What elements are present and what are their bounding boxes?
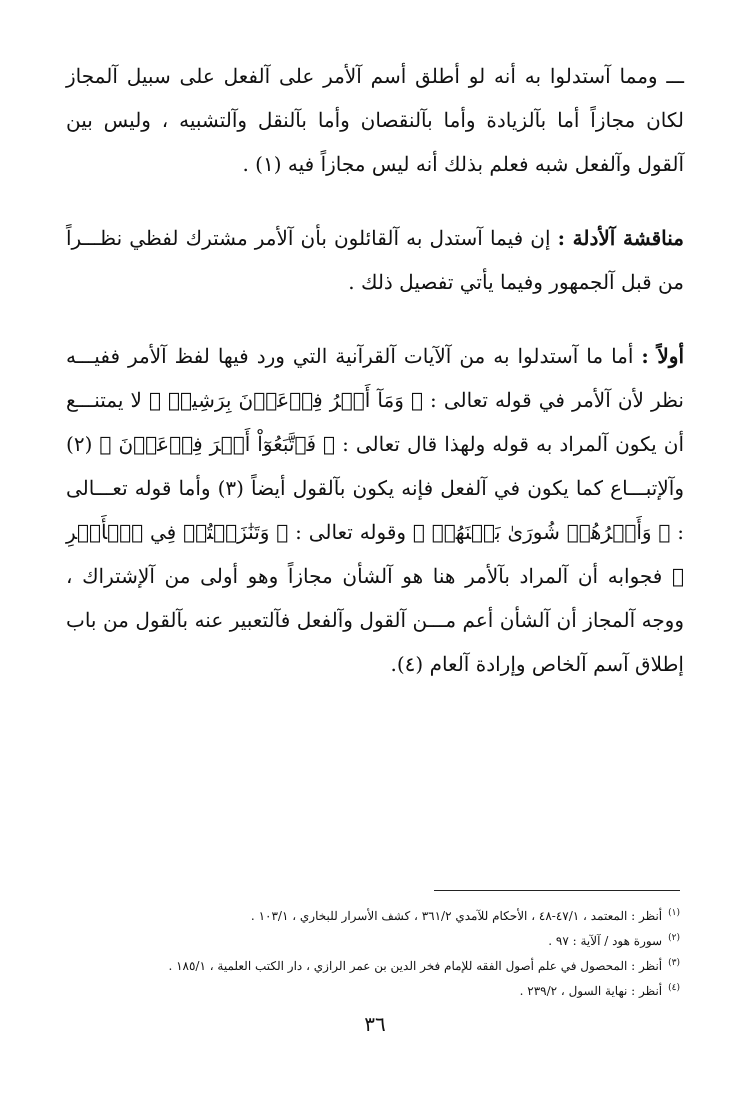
footnote-text: أنظر : المحصول في علم أصول الفقه للإمام فخر الدين بن عمر الرازي ، دار الكتب العلمية ، ١٨٥/١ .	[168, 959, 663, 973]
main-text	[66, 54, 684, 686]
page-number: ٣٦	[364, 1012, 386, 1036]
footnote-number: (٢)	[668, 933, 680, 943]
footnote-text: أنظر : المعتمد ، ٤٧/١-٤٨ ، الأحكام للآمدي ٣٦١/٢ ، كشف الأسرار للبخاري ، ١٠٣/١ .	[250, 909, 663, 923]
footnote-item	[66, 952, 680, 977]
footnote-text: أنظر : نهاية السول ، ٢٣٩/٢ .	[519, 984, 663, 998]
paragraph-body: إن فيما آستدل به آلقائلون بأن آلأمر مشترك لفظي نظـــراً من قبل آلجمهور وفيما يأتي تفصيل ذلك .	[66, 226, 684, 294]
footnote-divider	[434, 890, 680, 891]
footnote-item	[66, 977, 680, 1002]
footnote-text: سورة هود / آلآية : ٩٧ .	[548, 934, 663, 948]
paragraph-heading: أولاً :	[641, 344, 685, 368]
paragraph-body: ـــ ومما آستدلوا به أنه لو أطلق أسم آلأمر على آلفعل على سبيل آلمجاز لكان مجازاً أما بآلزيادة وأما بآلنقصان وأما بآلنقل وآلتشبيه ، وليس بين آلقول وآلفعل شبه فعلم بذلك أنه ليس مجازاً فيه (١) .	[66, 64, 684, 176]
paragraph-evidence-discussion	[66, 216, 684, 304]
footnote-item	[66, 902, 680, 927]
footnote-item	[66, 927, 680, 952]
footnote-number: (٤)	[668, 983, 680, 993]
footnote-list	[66, 902, 680, 1002]
footnote-number: (١)	[668, 908, 680, 918]
paragraph-argument	[66, 54, 684, 186]
paragraph-first-point	[66, 334, 684, 686]
paragraph-body: أما ما آستدلوا به من آلآيات آلقرآنية التي ورد فيها لفظ آلأمر ففيـــه نظر لأن آلأمر في قوله تعالى : ﴿ وَمَآ أَمۡرُ فِرۡعَوۡنَ بِرَشِيدٖ ﴾ لا يمتنـــع أن يكون آلمراد به قوله ولهذا قال تعالى : ﴿ فَٱتَّبَعُوٓاْ أَمۡرَ فِرۡعَوۡنَ ﴾ (٢) وآلإتبـــاع كما يكون في آلفعل فإنه يكون بآلقول أيضاً (٣) وأما قوله تعـــالى : ﴿ وَأَمۡرُهُمۡ شُورَىٰ بَيۡنَهُمۡ ﴾ وقوله تعالى : ﴿ وَتَنَٰزَعۡتُمۡ فِي ٱلۡأَمۡرِ ﴾ فجوابه أن آلمراد بآلأمر هنا هو آلشأن مجازاً وهو أولى من آلإشتراك ، ووجه آلمجاز أن آلشأن أعم مـــن آلقول وآلفعل فآلتعبير عنه بآلقول من باب إطلاق آسم آلخاص وإرادة آلعام (٤).	[66, 344, 684, 676]
paragraph-heading: مناقشة آلأدلة :	[557, 226, 684, 250]
footnote-number: (٣)	[668, 958, 680, 968]
